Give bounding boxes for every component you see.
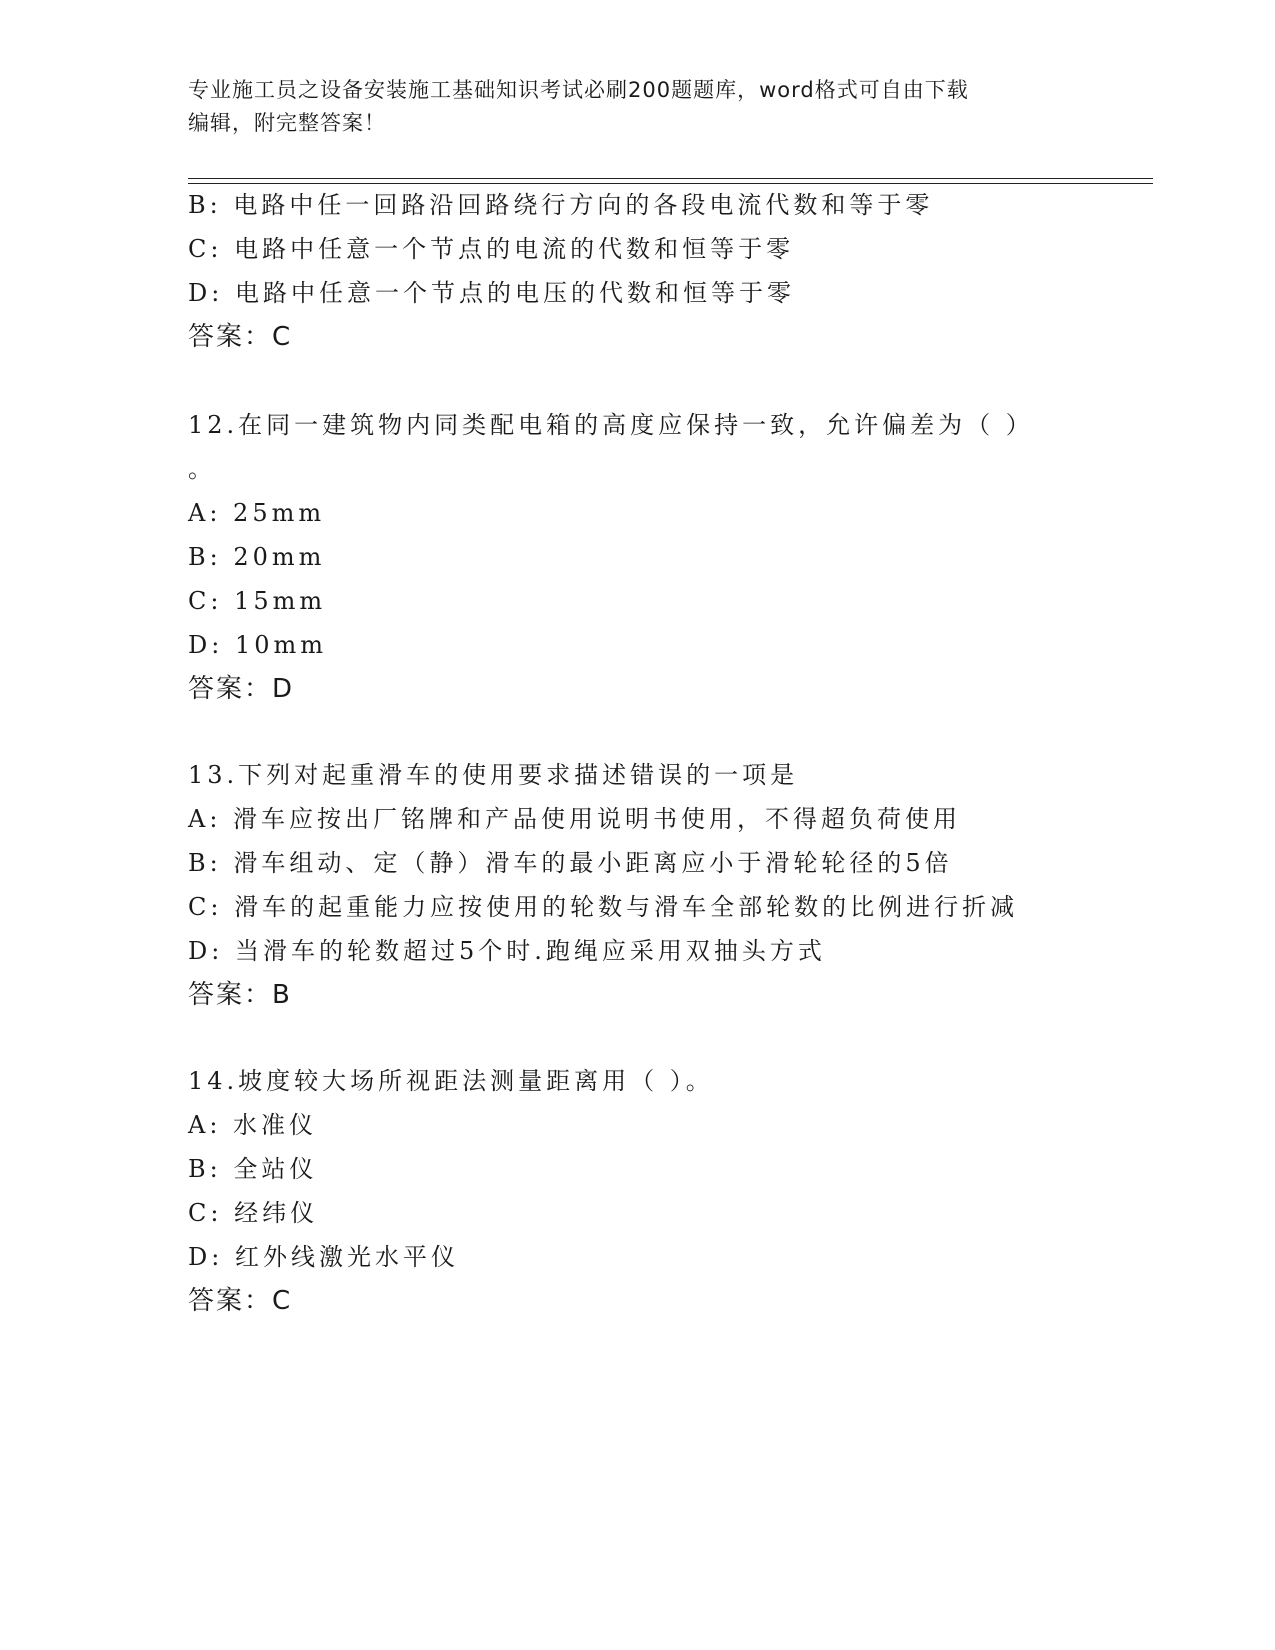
q13-question: 13.下列对起重滑车的使用要求描述错误的一项是 [188, 761, 799, 789]
q13-option-a: A: 滑车应按出厂铭牌和产品使用说明书使用，不得超负荷使用 [188, 805, 962, 833]
q12-option-b: B: 20mm [188, 543, 326, 571]
q12-option-c: C: 15mm [188, 587, 327, 615]
q12-question: 12.在同一建筑物内同类配电箱的高度应保持一致，允许偏差为（ ） [188, 411, 1034, 439]
q12-answer: 答案：D [188, 674, 295, 704]
q12-option-a: A: 25mm [188, 499, 326, 527]
header-line-2: 编辑，附完整答案！ [188, 111, 386, 135]
q14-option-b: B: 全站仪 [188, 1155, 318, 1183]
q14-option-c: C: 经纬仪 [188, 1199, 319, 1227]
q12-option-d: D: 10mm [188, 631, 328, 659]
q13-option-b: B: 滑车组动、定（静）滑车的最小距离应小于滑轮轮径的5倍 [188, 849, 953, 877]
q13-option-d: D: 当滑车的轮数超过5个时.跑绳应采用双抽头方式 [188, 937, 826, 965]
q11-option-d: D: 电路中任意一个节点的电压的代数和恒等于零 [188, 279, 795, 307]
q12-question-continuation: 。 [188, 455, 216, 483]
q14-answer: 答案：C [188, 1286, 293, 1316]
q11-option-b: B: 电路中任一回路沿回路绕行方向的各段电流代数和等于零 [188, 191, 934, 219]
header-line-1: 专业施工员之设备安装施工基础知识考试必刷200题题库，word格式可自由下载 [188, 78, 969, 102]
q14-question: 14.坡度较大场所视距法测量距离用（ ）。 [188, 1067, 714, 1095]
q13-option-c: C: 滑车的起重能力应按使用的轮数与滑车全部轮数的比例进行折减 [188, 893, 1019, 921]
q14-option-d: D: 红外线激光水平仪 [188, 1243, 459, 1271]
q11-answer: 答案：C [188, 322, 293, 352]
q13-answer: 答案：B [188, 980, 292, 1010]
header-divider-bottom [188, 183, 1153, 184]
header-divider-top [188, 178, 1153, 179]
q14-option-a: A: 水准仪 [188, 1111, 318, 1139]
q11-option-c: C: 电路中任意一个节点的电流的代数和恒等于零 [188, 235, 795, 263]
document-header [188, 74, 1088, 140]
